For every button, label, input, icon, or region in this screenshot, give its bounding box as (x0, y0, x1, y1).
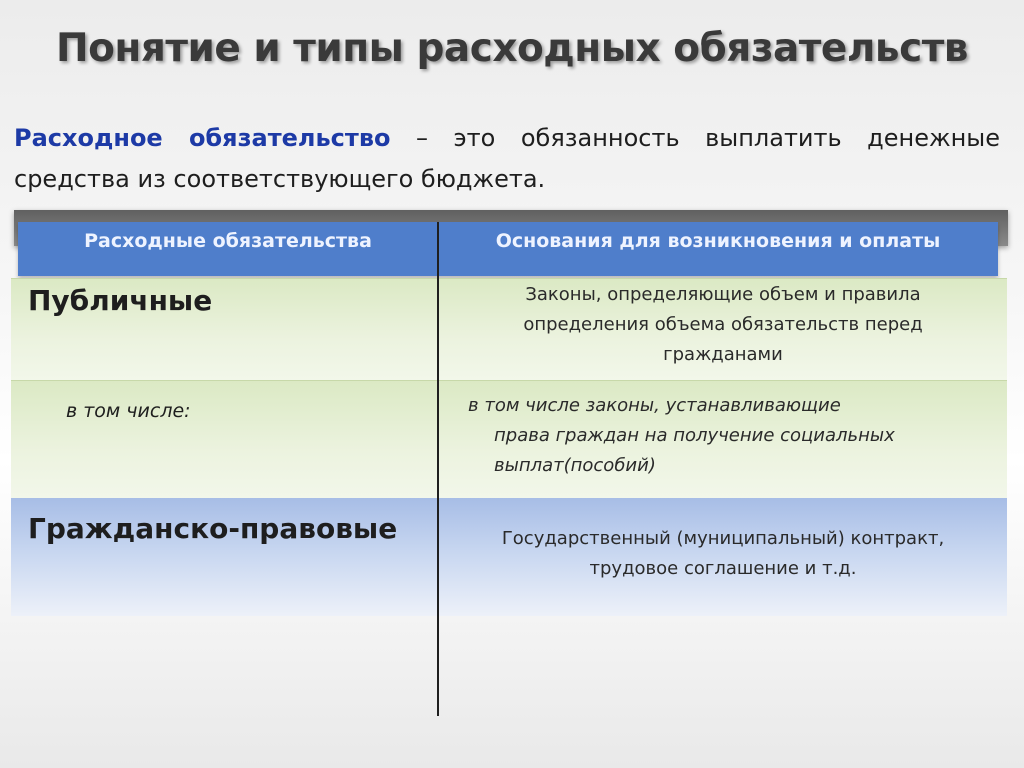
row-including-grounds-line: выплат(пособий) (494, 455, 656, 476)
row-including-grounds-line: в том числе законы, устанавливающие (468, 395, 841, 416)
definition-paragraph (14, 118, 1000, 200)
row-including-grounds-line: права граждан на получение социальных (494, 425, 895, 446)
row-civil-grounds-line: трудовое соглашение и т.д. (589, 558, 857, 579)
slide-title: Понятие и типы расходных обязательств (56, 26, 968, 71)
row-including-grounds (440, 391, 1006, 481)
row-public-grounds-line: гражданами (663, 344, 783, 365)
row-public-grounds (440, 280, 1006, 370)
row-public-grounds-line: Законы, определяющие объем и правила (525, 284, 921, 305)
row-civil-grounds (440, 524, 1006, 584)
table-header (18, 222, 998, 276)
definition-term: Расходное обязательство (14, 124, 391, 152)
column-divider (437, 222, 439, 716)
row-public-label: Публичные (28, 284, 213, 317)
row-civil-grounds-line: Государственный (муниципальный) контракт, (501, 528, 945, 549)
row-civil-label: Гражданско-правовые (28, 512, 398, 545)
row-including-label: в том числе: (66, 400, 191, 422)
definition-text: – это обязанность выплатить денежные средства из соответствующего бюджета. (14, 124, 1000, 193)
header-obligations: Расходные обязательства (84, 230, 372, 252)
header-grounds: Основания для возникновения и оплаты (495, 230, 941, 252)
row-public-grounds-line: определения объема обязательств перед (523, 314, 923, 335)
